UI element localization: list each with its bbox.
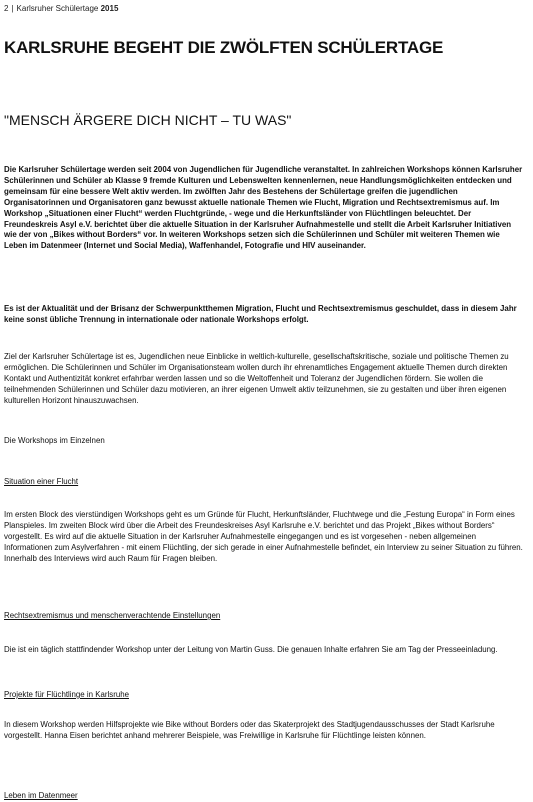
workshop-heading-flucht: Situation einer Flucht xyxy=(4,477,79,486)
publication-year: 2015 xyxy=(100,4,119,13)
page-number: 2 xyxy=(4,4,9,13)
workshop-text-rechtsextremismus: Die ist ein täglich stattfindender Workshop unter der Leitung von Martin Guss. Die genauen Inhalte erfahren Sie am Tag der Presseeinladung. xyxy=(4,645,498,654)
workshop-text-flucht: Im ersten Block des vierstündigen Workshops geht es um Gründe für Flucht, Herkunftsländer, Fluchtwege und die „Festung Europa“ in Form eines Planspieles. Im zweiten Block wird über die Arbeit des Freundeskreises Asyl Karlsruhe e.V. berichtet und das Projekt „Bikes without Borders“ vorgestellt. Es wird auf die aktuelle Situation in der Karlsruher Aufnahmestelle eingegangen und es ist vorgesehen - neben allgemeinen Informationen zum Asylverfahren - mit einem Flüchtling, der sich gerade in einer Aufnahmestelle befindet, ein Interview zu seiner Situation zu führen. Innerhalb des Interviews wird auch Raum für Fragen bleiben. xyxy=(4,510,523,563)
page-subtitle: "MENSCH ÄRGERE DICH NICHT – TU WAS" xyxy=(4,112,292,128)
workshop-heading-rechtsextremismus: Rechtsextremismus und menschenverachtende Einstellungen xyxy=(4,611,221,620)
header-separator: | xyxy=(11,4,14,13)
workshop-text-projekte: In diesem Workshop werden Hilfsprojekte wie Bike without Borders oder das Skaterprojekt des Stadtjugendausschusses der Stadt Karlsruhe vorgestellt. Hanna Eisen berichtet anhand mehrerer Beispiele, was Freiwillige in Karlsruhe für Flüchtlinge leisten können. xyxy=(4,720,495,740)
workshops-heading: Die Workshops im Einzelnen xyxy=(4,436,105,445)
page-header xyxy=(4,4,524,14)
page-title: KARLSRUHE BEGEHT DIE ZWÖLFTEN SCHÜLERTAGE xyxy=(4,38,444,57)
focus-topics-paragraph: Es ist der Aktualität und der Brisanz der Schwerpunktthemen Migration, Flucht und Rechtsextremismus geschuldet, dass in diesem Jahr keine sonst übliche Trennung in internationale oder nationale Workshops erfolgt. xyxy=(4,304,517,324)
intro-paragraph: Die Karlsruher Schülertage werden seit 2004 von Jugendlichen für Jugendliche veranstaltet. In zahlreichen Workshops können Karlsruher Schülerinnen und Schüler ab Klasse 9 fremde Kulturen und Lebenswelten kennenlernen, neue Handlungsmöglichkeiten entdecken und gemeinsam für eine bessere Welt aktiv werden. Im zwölften Jahr des Bestehens der Schülertage greifen die jugendlichen Organisatorinnen und Organisatoren ganz bewusst aktuelle nationale Themen wie Flucht, Migration und Rechtsextremismus auf. Im Workshop „Situationen einer Flucht“ werden Fluchtgründe, - wege und die Herkunftsländer von Flüchtlingen beleuchtet. Der Freundeskreis Asyl e.V. berichtet über die aktuelle Situation in der Karlsruher Aufnahmestelle und stellt die Arbeit Karlsruher Initiativen wie der von „Bikes without Borders“ vor. In weiteren Workshops setzen sich die Schülerinnen und Schüler mit weiteren Themen wie Leben im Datenmeer (Internet und Social Media), Waffenhandel, Fotografie und HIV auseinander. xyxy=(4,165,523,251)
workshop-heading-projekte: Projekte für Flüchtlinge in Karlsruhe xyxy=(4,690,129,699)
goals-paragraph: Ziel der Karlsruher Schülertage ist es, Jugendlichen neue Einblicke in weltlich-kulturelle, gesellschaftskritische, soziale und politische Themen zu ermöglichen. Die Schülerinnen und Schüler im Organisationsteam wollen durch ihr ehrenamtliches Engagement aktuelle Themen durch direkten Kontakt und Authentizität konkret erfahrbar werden lassen und so die Weltoffenheit und Toleranz der Jugendlichen fördern. Sie wollen die teilnehmenden Schülerinnen und Schüler dazu motivieren, an ihrer eigenen Umwelt aktiv teilzunehmen, sie zu gestalten und über ihren eigenen kulturellen Horizont hinauszuwachsen. xyxy=(4,352,509,405)
publication-name: Karlsruher Schülertage xyxy=(16,4,99,13)
workshop-heading-datenmeer: Leben im Datenmeer xyxy=(4,791,78,800)
